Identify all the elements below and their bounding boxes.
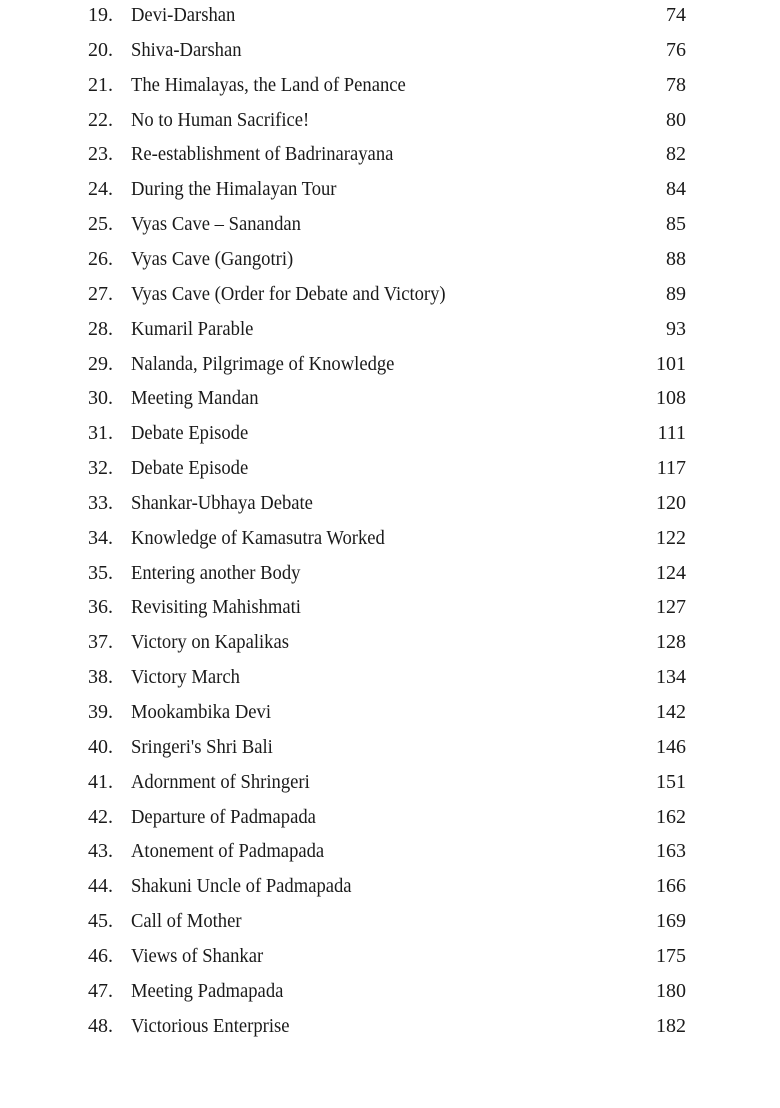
entry-number: 45.	[88, 910, 113, 933]
toc-entry	[0, 908, 780, 934]
entry-number: 27.	[88, 282, 113, 305]
toc-entry	[0, 943, 780, 969]
toc-entry	[0, 629, 780, 655]
toc-entry	[0, 699, 780, 725]
entry-page-number: 82	[666, 143, 686, 166]
entry-number: 30.	[88, 387, 113, 410]
toc-entry	[0, 1013, 780, 1039]
entry-page-number: 182	[656, 1014, 686, 1037]
entry-title: Revisiting Mahishmati	[131, 596, 301, 619]
entry-number: 46.	[88, 944, 113, 967]
entry-page-number: 117	[656, 457, 686, 480]
entry-title: Re-establishment of Badrinarayana	[131, 143, 394, 166]
entry-number: 39.	[88, 701, 113, 723]
entry-number: 24.	[88, 178, 113, 201]
entry-title: Victory on Kapalikas	[131, 631, 289, 654]
entry-title: Call of Mother	[131, 910, 242, 933]
entry-page-number: 162	[656, 805, 686, 828]
toc-entry	[0, 107, 780, 133]
entry-title: Shakuni Uncle of Padmapada	[131, 875, 352, 898]
entry-number: 33.	[88, 491, 113, 514]
entry-page-number: 127	[656, 596, 686, 619]
toc-entry	[0, 734, 780, 760]
entry-number: 34.	[88, 526, 113, 549]
entry-title: Vyas Cave (Order for Debate and Victory)	[131, 282, 446, 305]
toc-entry	[0, 455, 780, 481]
entry-number: 25.	[88, 213, 113, 236]
entry-title: Victory March	[131, 666, 240, 689]
entry-page-number: 111	[657, 422, 686, 445]
entry-page-number: 93	[666, 317, 686, 340]
entry-title: Debate Episode	[131, 457, 249, 480]
entry-page-number: 76	[666, 38, 686, 61]
toc-entry	[0, 769, 780, 795]
entry-title: Atonement of Padmapada	[131, 840, 325, 863]
entry-number: 19.	[88, 4, 113, 26]
entry-page-number: 180	[656, 979, 686, 1002]
entry-number: 35.	[88, 561, 113, 584]
entry-title: Kumaril Parable	[131, 317, 254, 340]
entry-page-number: 146	[656, 735, 686, 758]
entry-title: No to Human Sacrifice!	[131, 108, 310, 131]
entry-page-number: 134	[656, 666, 686, 689]
toc-entry	[0, 525, 780, 551]
entry-title: Debate Episode	[131, 422, 249, 445]
entry-title: Entering another Body	[131, 561, 301, 584]
toc-entry	[0, 804, 780, 830]
entry-number: 48.	[88, 1014, 113, 1037]
toc-entry	[0, 246, 780, 272]
toc-entry	[0, 385, 780, 411]
entry-number: 43.	[88, 840, 113, 863]
entry-title: Meeting Padmapada	[131, 979, 284, 1002]
entry-number: 42.	[88, 805, 113, 828]
entry-number: 40.	[88, 735, 113, 758]
entry-number: 26.	[88, 247, 113, 270]
entry-title: Mookambika Devi	[131, 701, 271, 723]
entry-title: Vyas Cave (Gangotri)	[131, 247, 294, 270]
toc-entry	[0, 873, 780, 899]
entry-page-number: 163	[656, 840, 686, 863]
entry-page-number: 128	[656, 631, 686, 654]
entry-title: Meeting Mandan	[131, 387, 259, 410]
entry-number: 32.	[88, 457, 113, 480]
toc-entry	[0, 316, 780, 342]
entry-page-number: 80	[666, 108, 686, 131]
entry-page-number: 78	[666, 73, 686, 96]
entry-page-number: 89	[666, 282, 686, 305]
entry-number: 36.	[88, 596, 113, 619]
toc-entry	[0, 490, 780, 516]
entry-page-number: 85	[666, 213, 686, 236]
entry-page-number: 151	[656, 770, 686, 793]
entry-number: 23.	[88, 143, 113, 166]
entry-number: 38.	[88, 666, 113, 689]
toc-entry	[0, 281, 780, 307]
entry-number: 44.	[88, 875, 113, 898]
entry-page-number: 142	[656, 701, 686, 723]
entry-page-number: 122	[656, 526, 686, 549]
entry-page-number: 101	[656, 352, 686, 375]
entry-page-number: 169	[656, 910, 686, 933]
entry-page-number: 74	[666, 4, 686, 26]
entry-page-number: 166	[656, 875, 686, 898]
toc-entry	[0, 2, 780, 28]
entry-title: Shiva-Darshan	[131, 38, 242, 61]
entry-number: 20.	[88, 38, 113, 61]
entry-title: Sringeri's Shri Bali	[131, 735, 273, 758]
entry-title: Views of Shankar	[131, 944, 264, 967]
entry-page-number: 84	[666, 178, 686, 201]
entry-page-number: 88	[666, 247, 686, 270]
entry-page-number: 124	[656, 561, 686, 584]
entry-number: 41.	[88, 770, 113, 793]
entry-title: Knowledge of Kamasutra Worked	[131, 526, 385, 549]
entry-title: The Himalayas, the Land of Penance	[131, 73, 406, 96]
entry-title: Vyas Cave – Sanandan	[131, 213, 301, 236]
toc-entry	[0, 594, 780, 620]
toc-entry	[0, 141, 780, 167]
entry-page-number: 120	[656, 491, 686, 514]
entry-number: 22.	[88, 108, 113, 131]
toc-entry	[0, 72, 780, 98]
entry-number: 21.	[88, 73, 113, 96]
entry-title: Nalanda, Pilgrimage of Knowledge	[131, 352, 395, 375]
entry-title: Victorious Enterprise	[131, 1014, 290, 1037]
entry-title: Devi-Darshan	[131, 4, 236, 26]
entry-number: 31.	[88, 422, 113, 445]
entry-title: Adornment of Shringeri	[131, 770, 310, 793]
toc-entry	[0, 838, 780, 864]
toc-entry	[0, 420, 780, 446]
toc-entry	[0, 211, 780, 237]
entry-title: During the Himalayan Tour	[131, 178, 337, 201]
entry-page-number: 175	[656, 944, 686, 967]
entry-number: 29.	[88, 352, 113, 375]
toc-entry	[0, 978, 780, 1004]
entry-number: 28.	[88, 317, 113, 340]
entry-page-number: 108	[656, 387, 686, 410]
toc-entry	[0, 560, 780, 586]
toc-entry	[0, 664, 780, 690]
entry-title: Departure of Padmapada	[131, 805, 316, 828]
toc-entry	[0, 37, 780, 63]
entry-title: Shankar-Ubhaya Debate	[131, 491, 313, 514]
entry-number: 37.	[88, 631, 113, 654]
entry-number: 47.	[88, 979, 113, 1002]
toc-entry	[0, 176, 780, 202]
toc-entry	[0, 351, 780, 377]
